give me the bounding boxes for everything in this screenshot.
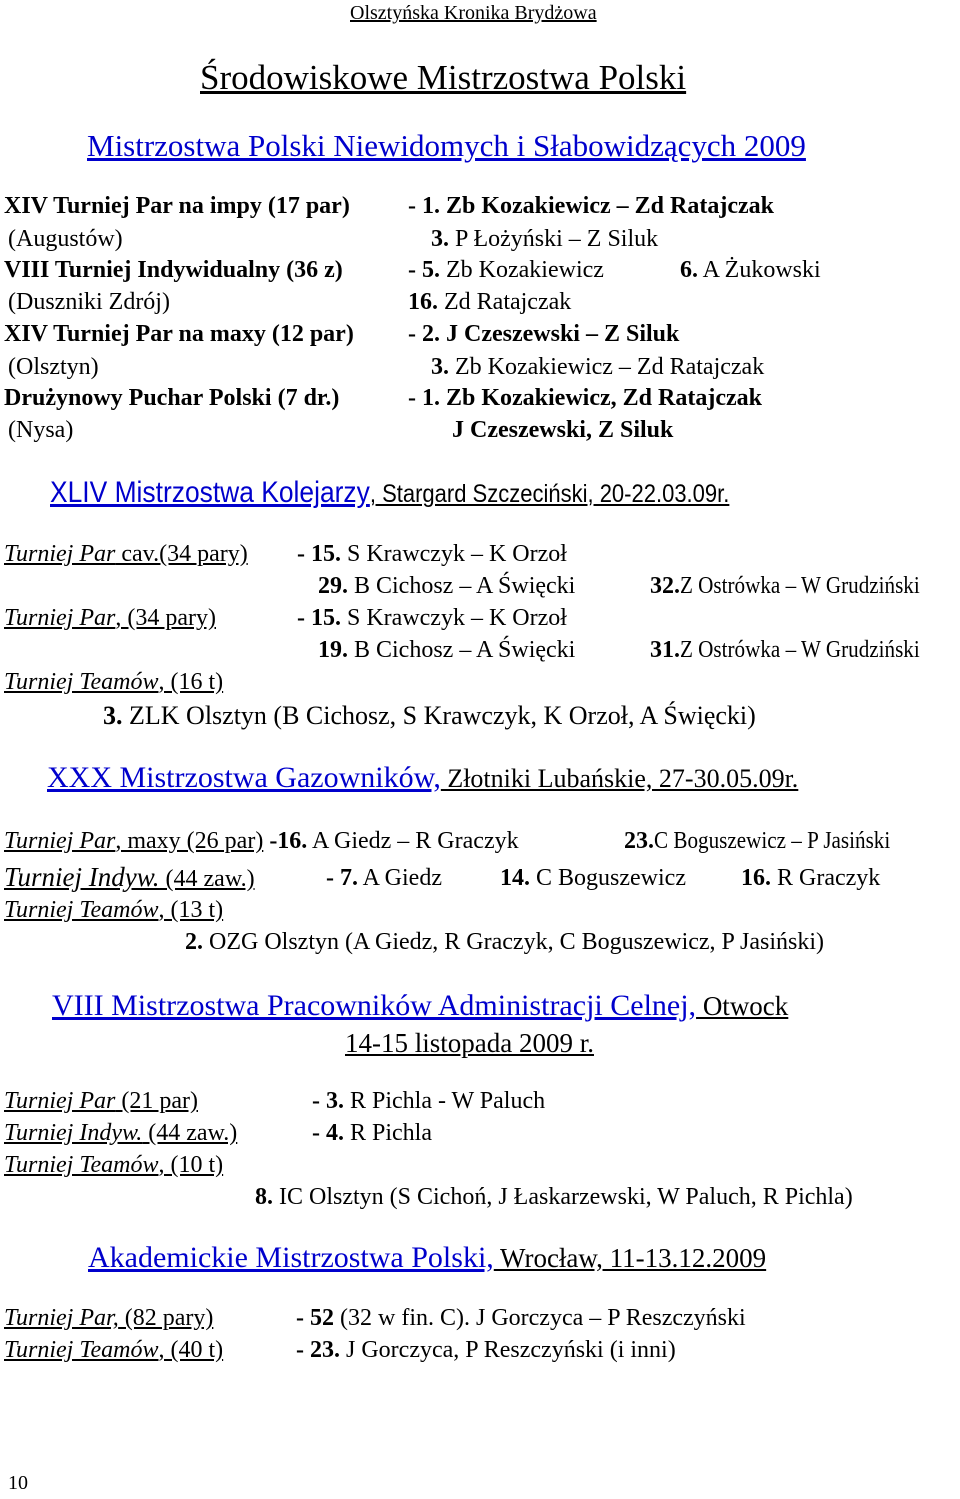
result-names: J Gorczyca, P Reszczyński (i inni) (340, 1337, 676, 1363)
result-names: B Cichosz – A Święcki (348, 637, 576, 663)
event-detail: , (10 t) (158, 1152, 224, 1178)
event-label: Turniej Par (4, 1088, 116, 1114)
result-names: ZLK Olsztyn (B Cichosz, S Krawczyk, K Orzoł, A Święcki) (122, 701, 756, 730)
result-place: 3. (103, 701, 123, 730)
result-place: 19. (318, 637, 348, 663)
result-names: IC Olsztyn (S Cichoń, J Łaskarzewski, W Paluch, R Pichla) (273, 1184, 853, 1210)
section-heading-celnej (52, 991, 788, 1021)
event-location: (Olsztyn) (8, 354, 99, 380)
event-detail: (82 pary) (118, 1305, 214, 1331)
heading-rest: Otwock (696, 991, 789, 1021)
heading-rest: , Stargard Szczeciński, 20-22.03.09r. (369, 480, 730, 508)
result-names: Z Ostrówka – W Grudziński (680, 573, 920, 599)
result-names: (32 w fin. C). J Gorczyca – P Reszczyński (334, 1305, 746, 1331)
result-place: - 15. (297, 605, 341, 631)
event-label: XIV Turniej Par na impy (17 par) (4, 193, 350, 219)
event-detail: (44 zaw.) (159, 866, 255, 892)
event-detail: , (16 t) (158, 669, 224, 695)
result-place: - 4. (312, 1120, 344, 1146)
event-location: (Duszniki Zdrój) (8, 289, 170, 315)
event-label: Turniej Indyw. (4, 1120, 143, 1146)
section-heading-niewidomych: Mistrzostwa Polski Niewidomych i Słabowidzących 2009 (87, 128, 806, 163)
result-names: A Żukowski (698, 257, 821, 283)
result-place: - 3. (312, 1088, 344, 1114)
result-place: 14. (500, 865, 530, 891)
event-label: Drużynowy Puchar Polski (7 dr.) (4, 385, 340, 411)
event-location: (Nysa) (8, 417, 74, 443)
result-names: Z Ostrówka – W Grudziński (680, 637, 920, 663)
result-names: Zb Kozakiewicz (440, 257, 604, 283)
result: J Czeszewski, Z Siluk (452, 417, 674, 443)
event-detail: , (13 t) (158, 897, 224, 923)
result-place: 23. (624, 828, 654, 854)
result-place: - 5. (408, 257, 440, 283)
event-label: Turniej Par (4, 541, 116, 567)
result-place: 3. (431, 226, 449, 252)
event-label: Turniej Teamów (4, 669, 159, 695)
event-label: Turniej Par, (4, 1305, 119, 1331)
event-label: VIII Turniej Indywidualny (36 z) (4, 257, 343, 283)
result-names: R Pichla - W Paluch (344, 1088, 546, 1114)
section-heading-gazownikow (47, 763, 798, 793)
result-names: Zd Ratajczak (438, 289, 572, 315)
result-place: - 15. (297, 541, 341, 567)
result-place: 8. (255, 1184, 273, 1210)
result-place: 16. (408, 289, 438, 315)
event-detail: , maxy (26 par) (115, 828, 264, 854)
event-label: XIV Turniej Par na maxy (12 par) (4, 321, 354, 347)
event-label: Turniej Teamów (4, 897, 159, 923)
result-names: A Giedz – R Graczyk (307, 828, 519, 854)
heading-main: VIII Mistrzostwa Pracowników Administracji Celnej, (52, 989, 697, 1022)
section-heading-akademickie (88, 1243, 766, 1273)
heading-rest: Wrocław, 11-13.12.2009 (493, 1243, 767, 1273)
event-label: Turniej Teamów (4, 1337, 159, 1363)
event-label: Turniej Par (4, 605, 116, 631)
result-names: C Boguszewicz – P Jasiński (654, 828, 891, 854)
heading-main: Akademickie Mistrzostwa Polski, (88, 1241, 494, 1274)
event-detail: (21 par) (115, 1088, 198, 1114)
result-names: R Pichla (344, 1120, 432, 1146)
result-place: - 7. (326, 865, 358, 891)
heading-rest: Złotniki Lubańskie, 27-30.05.09r. (440, 764, 799, 793)
result-place: 2. (185, 929, 203, 955)
result: - 1. Zb Kozakiewicz, Zd Ratajczak (408, 385, 762, 411)
section-heading-celnej-date: 14-15 listopada 2009 r. (345, 1028, 594, 1058)
event-detail: , (34 pary) (115, 605, 216, 631)
event-detail: , (40 t) (158, 1337, 224, 1363)
result-names: A Giedz (358, 865, 442, 891)
result: - 2. J Czeszewski – Z Siluk (408, 321, 680, 347)
heading-main: XXX Mistrzostwa Gazowników, (47, 761, 441, 794)
result: - 1. Zb Kozakiewicz – Zd Ratajczak (408, 193, 774, 219)
result-place: 3. (431, 354, 449, 380)
event-label: Turniej Teamów (4, 1152, 159, 1178)
event-detail: (44 zaw.) (142, 1120, 238, 1146)
section-heading-kolejarzy (50, 478, 822, 508)
event-label: Turniej Par (4, 828, 116, 854)
heading-main: XLIV Mistrzostwa Kolejarzy (50, 476, 370, 509)
result-names: R Graczyk (771, 865, 881, 891)
result-place: - 52 (296, 1305, 334, 1331)
result-names: C Boguszewicz (530, 865, 686, 891)
result-place: -16. (263, 828, 308, 854)
event-location: (Augustów) (8, 226, 123, 252)
result-names: Zb Kozakiewicz – Zd Ratajczak (449, 354, 765, 380)
event-detail: cav.(34 pary) (115, 541, 248, 567)
result-names: S Krawczyk – K Orzoł (341, 541, 567, 567)
result-place: 32. (650, 573, 680, 599)
running-header: Olsztyńska Kronika Brydżowa (350, 2, 597, 24)
result-names: OZG Olsztyn (A Giedz, R Graczyk, C Boguszewicz, P Jasiński) (203, 929, 824, 955)
result-names: B Cichosz – A Święcki (348, 573, 576, 599)
result-place: 31. (650, 637, 680, 663)
page-title: Środowiskowe Mistrzostwa Polski (200, 58, 687, 97)
result-place: 16. (741, 865, 771, 891)
page-number: 10 (8, 1472, 28, 1494)
result-place: - 23. (296, 1337, 340, 1363)
result-place: 6. (680, 257, 698, 283)
result-place: 29. (318, 573, 348, 599)
result-names: S Krawczyk – K Orzoł (341, 605, 567, 631)
result-names: P Łożyński – Z Siluk (449, 226, 659, 252)
event-label: Turniej Indyw. (4, 862, 160, 892)
